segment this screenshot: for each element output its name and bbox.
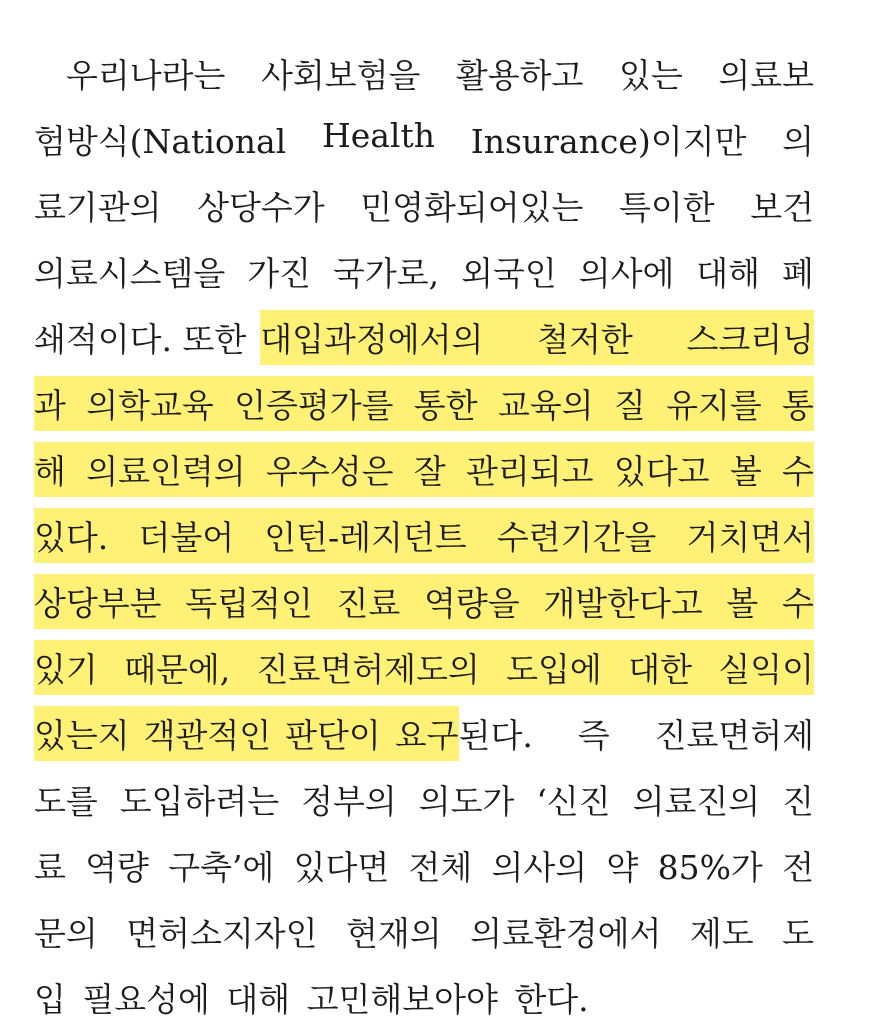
line-3-text bbox=[34, 182, 814, 229]
word: 거치면서 bbox=[686, 517, 814, 557]
word: 교육의 bbox=[497, 385, 594, 425]
word: 진료 bbox=[336, 583, 401, 623]
word: 대입과정에서의 bbox=[260, 319, 484, 359]
word: 료기관의 bbox=[34, 187, 162, 227]
word: 수 bbox=[782, 583, 814, 623]
word: 전 bbox=[782, 847, 814, 887]
word: 스크리닝 bbox=[686, 319, 814, 359]
word: 대한 bbox=[628, 649, 692, 689]
text-line-4 bbox=[34, 238, 814, 304]
line-11-highlight bbox=[34, 706, 459, 761]
word: 수련기간을 bbox=[496, 517, 657, 557]
text-line-10 bbox=[34, 634, 814, 700]
word: 수 bbox=[782, 451, 814, 491]
line-6-highlight bbox=[34, 376, 814, 431]
word: 상당수가 bbox=[197, 187, 325, 227]
word: 진 bbox=[782, 781, 814, 821]
word: 의료진의 bbox=[632, 781, 761, 821]
text-line-13 bbox=[34, 832, 814, 898]
line-5-plain-text: 쇄적이다. 또한 bbox=[34, 319, 247, 359]
word: 유지를 bbox=[666, 385, 762, 425]
word: 우리나라는 bbox=[66, 55, 226, 95]
word: 볼 bbox=[729, 451, 762, 491]
text-line-3 bbox=[34, 172, 814, 238]
text-line-6 bbox=[34, 370, 814, 436]
line-7-highlight bbox=[34, 442, 814, 497]
word: 때문에, bbox=[124, 649, 231, 689]
word: Insurance)이지만 bbox=[470, 121, 747, 161]
word: 있다면 bbox=[293, 847, 390, 887]
word: 제도 bbox=[689, 913, 754, 953]
word: 인증평가를 bbox=[234, 385, 394, 425]
word: Health bbox=[321, 115, 435, 155]
word: 통 bbox=[782, 385, 814, 425]
word: 구축’에 bbox=[168, 847, 275, 887]
word: 정부의 bbox=[301, 781, 397, 821]
word: 민영화되어있는 bbox=[360, 187, 584, 227]
word: 진료면허제 bbox=[654, 715, 814, 755]
line-2-text bbox=[34, 116, 814, 163]
word: 85%가 bbox=[657, 847, 763, 887]
line-9-highlight bbox=[34, 574, 814, 629]
line-1-text bbox=[66, 50, 814, 97]
word: 진료면허제도의 bbox=[256, 649, 480, 689]
line-11-plain-text bbox=[459, 710, 814, 757]
text-line-2 bbox=[34, 106, 814, 172]
word: 약 bbox=[606, 847, 639, 887]
word: 의사에 bbox=[578, 253, 675, 293]
word: 외국인 bbox=[461, 253, 557, 293]
line-15-text: 입 필요성에 대해 고민해보아야 한다. bbox=[34, 979, 589, 1019]
line-5-highlight bbox=[260, 310, 814, 365]
line-12-text bbox=[34, 776, 814, 823]
document-paragraph bbox=[34, 40, 814, 1030]
line-8-highlight bbox=[34, 508, 814, 563]
word: 관리되고 bbox=[466, 451, 594, 491]
word: 의료시스템을 bbox=[34, 253, 226, 293]
text-line-14 bbox=[34, 898, 814, 964]
text-line-1 bbox=[34, 40, 814, 106]
word: 있다고 bbox=[613, 451, 710, 491]
word: 도 bbox=[782, 913, 814, 953]
word: 실익이 bbox=[718, 649, 814, 689]
word: 해 bbox=[34, 451, 66, 491]
word: 전체 bbox=[408, 847, 473, 887]
word: 있는지 bbox=[34, 715, 130, 755]
word: 현재의 bbox=[345, 913, 442, 953]
word: 의도가 bbox=[418, 781, 515, 821]
word: 보건 bbox=[750, 187, 814, 227]
word: 우수성은 bbox=[265, 451, 394, 491]
word: 질 bbox=[613, 385, 646, 425]
word: 상당부분 bbox=[34, 583, 162, 623]
word: 있다. bbox=[34, 517, 109, 557]
word: 특이한 bbox=[618, 187, 715, 227]
word: 활용하고 bbox=[455, 55, 584, 95]
word: 사회보험을 bbox=[260, 55, 421, 95]
word: 의학교육 bbox=[86, 385, 214, 425]
word: 과 bbox=[34, 385, 66, 425]
word: 있는 bbox=[618, 55, 683, 95]
word: 의료인력의 bbox=[86, 451, 246, 491]
word: 국가로, bbox=[332, 253, 440, 293]
word: 잘 bbox=[413, 451, 446, 491]
word: 요구 bbox=[394, 715, 459, 755]
word: 즉 bbox=[577, 715, 610, 755]
text-line-12 bbox=[34, 766, 814, 832]
text-line-5 bbox=[34, 304, 814, 370]
text-line-7 bbox=[34, 436, 814, 502]
word: 인턴-레지던트 bbox=[264, 517, 467, 557]
word: 문의 bbox=[34, 913, 98, 953]
word: 도입에 bbox=[506, 649, 602, 689]
word: 된다. bbox=[458, 715, 533, 755]
word: 의 bbox=[782, 121, 814, 161]
word: 가진 bbox=[247, 253, 312, 293]
word: 도입하려는 bbox=[119, 781, 280, 821]
word: 역량 bbox=[85, 847, 149, 887]
text-line-11 bbox=[34, 700, 814, 766]
word: 료 bbox=[34, 847, 66, 887]
word: 의료보 bbox=[718, 55, 814, 95]
text-line-15 bbox=[34, 964, 814, 1030]
word: 판단이 bbox=[285, 715, 381, 755]
word: 의료환경에서 bbox=[470, 913, 662, 953]
line-13-text bbox=[34, 842, 814, 889]
word: 의사의 bbox=[491, 847, 588, 887]
word: ‘신진 bbox=[536, 781, 611, 821]
word: 있기 bbox=[34, 649, 98, 689]
line-4-text bbox=[34, 248, 814, 295]
word: 볼 bbox=[726, 583, 759, 623]
word: 역량을 bbox=[423, 583, 520, 623]
word: 철저한 bbox=[537, 319, 633, 359]
word: 개발한다고 bbox=[543, 583, 703, 623]
word: 독립적인 bbox=[185, 583, 313, 623]
word: 도를 bbox=[34, 781, 98, 821]
word: 객관적인 bbox=[143, 715, 272, 755]
word: 대해 bbox=[696, 253, 761, 293]
word: 통한 bbox=[413, 385, 478, 425]
text-line-8 bbox=[34, 502, 814, 568]
word: 더불어 bbox=[138, 517, 235, 557]
line-14-text bbox=[34, 908, 814, 955]
word: 험방식(National bbox=[34, 121, 287, 161]
text-line-9 bbox=[34, 568, 814, 634]
word: 면허소지자인 bbox=[126, 913, 318, 953]
word: 폐 bbox=[782, 253, 814, 293]
line-10-highlight bbox=[34, 640, 814, 695]
